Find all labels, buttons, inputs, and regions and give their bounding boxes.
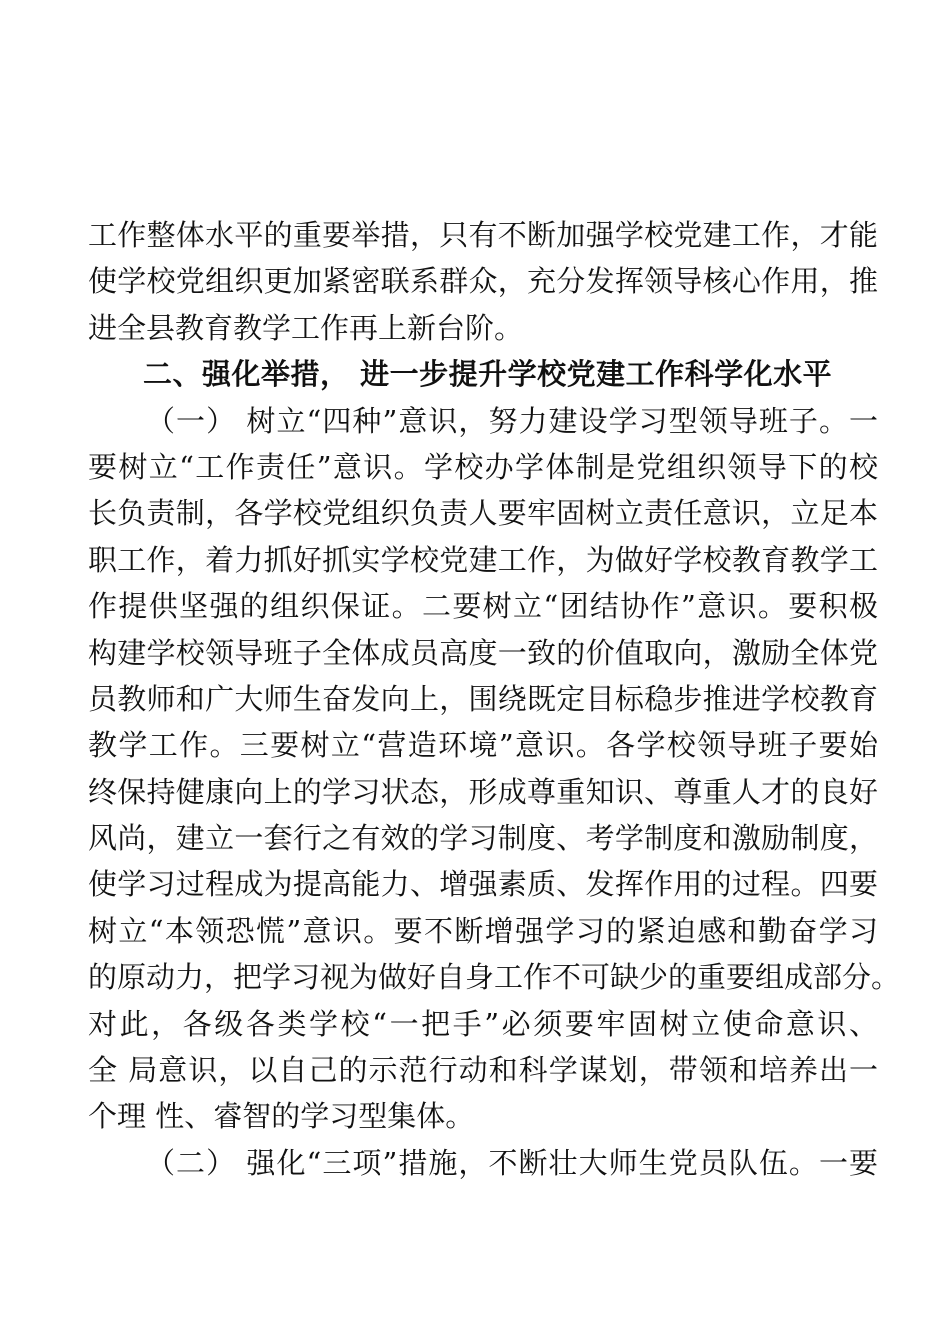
document-body: [88, 212, 901, 1186]
text-line: 个理 性、睿智的学习型集体。: [88, 1099, 475, 1134]
text-line: 工作整体水平的重要举措，只有不断加强学校党建工作，才能: [88, 218, 878, 252]
text-line: 构建学校领导班子全体成员高度一致的价值取向，激励全体党: [88, 635, 878, 670]
text-line: 教学工作。三要树立“营造环境”意识。各学校领导班子要始: [88, 728, 878, 763]
section-heading: 二、强化举措， 进一步提升学校党建工作科学化水平: [143, 357, 833, 392]
text-line: 进全县教育教学工作再上新台阶。: [88, 310, 524, 345]
text-line: 全 局意识，以自己的示范行动和科学谋划，带领和培养出一: [88, 1053, 878, 1088]
text-line: 作提供坚强的组织保证。二要树立“团结协作”意识。要积极: [88, 589, 878, 624]
text-line: 终保持健康向上的学习状态，形成尊重知识、尊重人才的良好: [88, 774, 878, 809]
text-line: 使学校党组织更加紧密联系群众，充分发挥领导核心作用，推: [88, 264, 878, 299]
text-line: 长负责制，各学校党组织负责人要牢固树立责任意识，立足本: [88, 496, 878, 531]
text-line: 对此，各级各类学校“一把手”必须要牢固树立使命意识、: [88, 1006, 878, 1041]
paragraph-first-line: （一） 树立“四种”意识，努力建设学习型领导班子。一: [146, 403, 878, 438]
text-line: 树立“本领恐慌”意识。要不断增强学习的紧迫感和勤奋学习: [88, 913, 878, 948]
text-line: 的原动力，把学习视为做好自身工作不可缺少的重要组成部分。: [88, 960, 901, 995]
text-line: 风尚，建立一套行之有效的学习制度、考学制度和激励制度，: [88, 821, 878, 856]
text-line: 员教师和广大师生奋发向上，围绕既定目标稳步推进学校教育: [88, 681, 878, 716]
text-line: 要树立“工作责任”意识。学校办学体制是党组织领导下的校: [88, 449, 878, 484]
text-line: 职工作，着力抓好抓实学校党建工作，为做好学校教育教学工: [88, 542, 878, 577]
text-line: 使学习过程成为提高能力、增强素质、发挥作用的过程。四要: [88, 867, 878, 902]
paragraph-first-line: （二） 强化“三项”措施，不断壮大师生党员队伍。一要: [146, 1145, 878, 1180]
